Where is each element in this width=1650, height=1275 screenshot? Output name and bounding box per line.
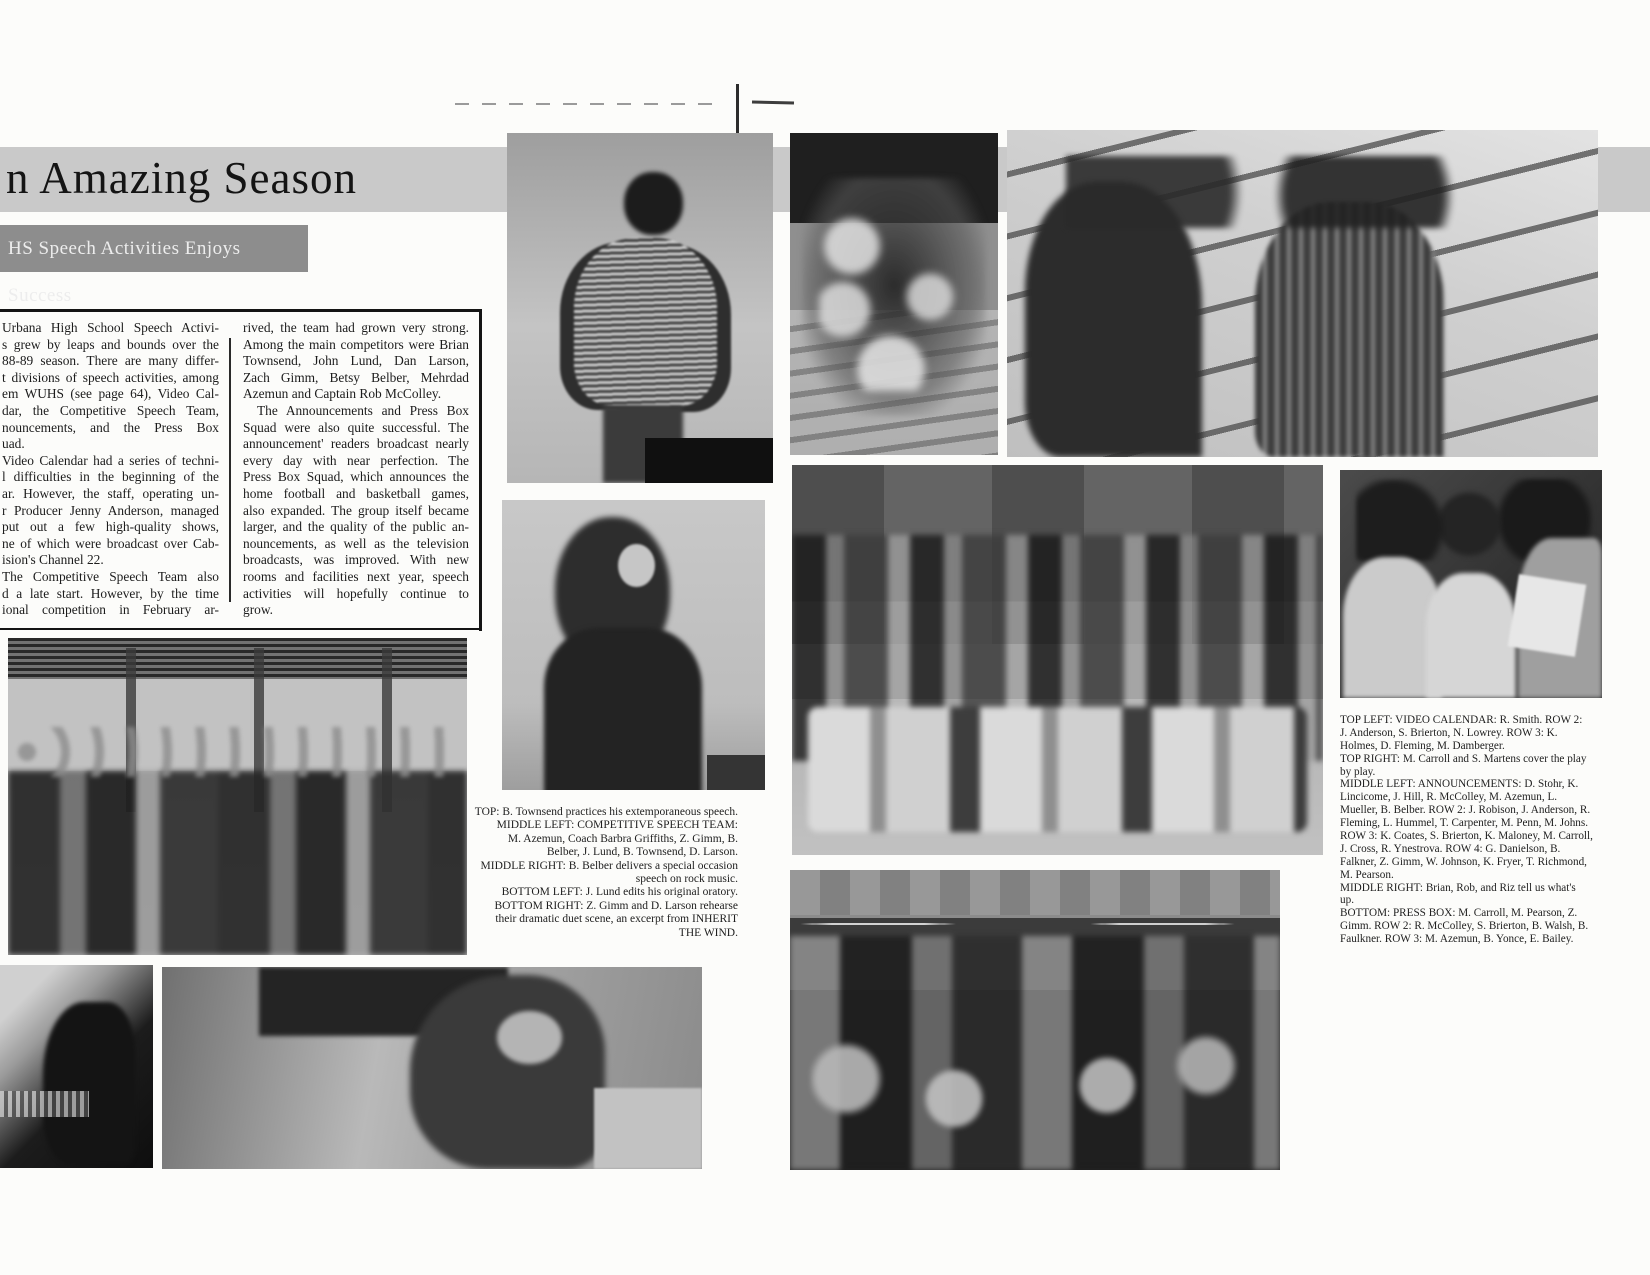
caption-line: speech on rock music. <box>635 872 738 885</box>
desk-shape <box>707 755 765 790</box>
caption-line: BOTTOM RIGHT: Z. Gimm and D. Larson rehearse <box>494 899 738 912</box>
article-line: Townsend, John Lund, Dan Larson, <box>243 353 469 369</box>
article-line: r Producer Jenny Anderson, managed <box>2 502 219 518</box>
caption-line: TOP: B. Townsend practices his extemporaneous speech. <box>474 806 738 818</box>
article-line: em WUHS (see page 64), Video Cal- <box>2 386 219 402</box>
ceiling-lights <box>790 918 1280 930</box>
caption-line: TOP LEFT: VIDEO CALENDAR: R. Smith. ROW 2: <box>1340 714 1583 726</box>
article-line: ne of which were broadcast over Cab- <box>2 535 219 551</box>
group-faces <box>810 1026 1261 1158</box>
photo-townsend-extemporaneous <box>507 133 773 483</box>
photo-brian-rob-riz <box>1340 470 1602 698</box>
caption-line: Faulkner. ROW 3: M. Azemun, B. Yonce, E. Bailey. <box>1340 933 1574 946</box>
article-line: t divisions of speech activities, among <box>2 369 219 385</box>
scan-artifact-stroke <box>752 100 794 104</box>
article-line: s grew by leaps and bounds over the <box>2 336 219 352</box>
figure-leaning <box>410 975 604 1169</box>
caption-line: Gimm. ROW 2: R. McColley, S. Brierton, B. Walsh, B. <box>1340 920 1589 933</box>
article-line: Zach Gimm, Betsy Belber, Mehrdad <box>243 369 469 385</box>
photo-play-by-play <box>1007 130 1598 457</box>
front-row-figures <box>808 707 1307 832</box>
brick-wall <box>790 870 1280 915</box>
caption-line: Lincicome, J. Hill, R. McColley, M. Azemun, L. <box>1340 791 1558 804</box>
scan-artifact-vertical-mark <box>736 84 739 134</box>
caption-block-left <box>448 806 738 940</box>
article-line: The Announcements and Press Box <box>257 402 469 418</box>
article-line: The Competitive Speech Team also <box>2 568 219 584</box>
figure-face <box>497 1011 562 1064</box>
article-line: grow. <box>243 602 273 618</box>
figure-head <box>624 172 683 235</box>
radiator-shape <box>0 1091 89 1117</box>
article-column-1 <box>2 320 219 619</box>
photo-announcements-group <box>792 465 1323 855</box>
group-heads <box>17 727 458 778</box>
article-line: broadcasts, was improved. With new <box>243 552 469 568</box>
caption-line: M. Pearson. <box>1340 868 1394 881</box>
article-line: put out a few high-quality shows, <box>2 519 219 535</box>
article-rule-top <box>0 309 481 312</box>
article-line: nouncements, as well as the television <box>243 535 469 551</box>
group-heads <box>1066 156 1480 228</box>
photo-press-box-group <box>790 870 1280 1170</box>
article-line: Urbana High School Speech Activi- <box>2 320 219 335</box>
caption-line: THE WIND. <box>678 926 738 939</box>
article-line: l difficulties in the beginning of the <box>2 469 219 485</box>
photo-gimm-larson-duet <box>162 967 702 1169</box>
caption-line: BOTTOM: PRESS BOX: M. Carroll, M. Pearson, Z. <box>1340 907 1578 920</box>
caption-line: BOTTOM LEFT: J. Lund edits his original oratory. <box>501 886 738 899</box>
article-line: ision's Channel 22. <box>2 552 104 568</box>
caption-line: their dramatic duet scene, an excerpt from INHERIT <box>495 913 738 926</box>
caption-line: M. Azemun, Coach Barbra Griffiths, Z. Gimm, B. <box>507 832 738 845</box>
article-line: Press Box Squad, which announces the <box>243 469 469 485</box>
caption-line: J. Cross, R. Ynestrova. ROW 4: G. Danielson, B. <box>1340 842 1561 855</box>
article-line: d a late start. However, by the time <box>2 585 219 601</box>
caption-line: up. <box>1340 894 1354 907</box>
figure-dark-sweater <box>544 628 702 790</box>
article-line: announcement' readers broadcast nearly <box>243 436 469 452</box>
figure-sweater <box>1426 573 1515 698</box>
scan-artifact-dashes <box>455 103 713 105</box>
caption-line: MIDDLE LEFT: COMPETITIVE SPEECH TEAM: <box>496 819 738 832</box>
caption-line: MIDDLE RIGHT: B. Belber delivers a special occasion <box>480 859 738 872</box>
article-line: rived, the team had grown very strong. <box>243 320 469 335</box>
article-line: ar. However, the staff, operating un- <box>2 485 219 501</box>
article-line: dar, the Competitive Speech Team, <box>2 402 219 418</box>
podium-shape <box>645 438 773 484</box>
photo-lund-editing <box>0 965 153 1168</box>
photo-video-calendar-group <box>790 133 998 455</box>
article-line: Among the main competitors were Brian <box>243 336 469 352</box>
article-line: ional competition in February ar- <box>2 602 219 618</box>
article-line: Video Calendar had a series of techni- <box>2 452 219 468</box>
article-line: every day with near perfection. The <box>243 452 469 468</box>
article-rule-bottom <box>0 628 481 630</box>
caption-line: Belber, J. Lund, B. Townsend, D. Larson. <box>546 846 738 859</box>
figure-striped-shirt <box>574 238 718 406</box>
photo-competitive-speech-team <box>8 638 467 955</box>
subtitle-text: HS Speech Activities Enjoys Success <box>8 238 241 306</box>
equipment-shape <box>594 1088 702 1169</box>
article-line: 88-89 season. There are many differ- <box>2 353 219 369</box>
article-line: also expanded. The group itself became <box>243 502 469 518</box>
article-line: rooms and facilities next year, speech <box>243 568 469 584</box>
article-line: larger, and the quality of the public an- <box>243 519 469 535</box>
figure-silhouette <box>43 1002 135 1164</box>
article-line: Azemun and Captain Rob McColley. <box>243 386 442 402</box>
article-line: activities will hopefully continue to <box>243 585 469 601</box>
article-rule-right <box>479 309 482 631</box>
subtitle-band <box>0 225 308 306</box>
light-shirts <box>819 210 969 390</box>
article-line: uad. <box>2 436 25 452</box>
caption-line: MIDDLE LEFT: ANNOUNCEMENTS: D. Stohr, K. <box>1340 778 1579 791</box>
caption-line: Mueller, B. Belber. ROW 2: J. Robison, J. Anderson, R. <box>1340 804 1591 817</box>
article-column-divider <box>229 338 231 602</box>
caption-line: Holmes, D. Fleming, M. Damberger. <box>1340 739 1505 752</box>
figure-face <box>618 544 655 588</box>
caption-line: by play. <box>1340 765 1376 778</box>
paper-sheet <box>1508 575 1587 658</box>
group-figures <box>8 771 467 955</box>
caption-line: J. Anderson, S. Brierton, N. Lowrey. ROW 3: K. <box>1340 726 1558 739</box>
caption-line: MIDDLE RIGHT: Brian, Rob, and Riz tell us what's <box>1340 881 1576 894</box>
caption-line: Falkner, Z. Gimm, W. Johnson, K. Fryer, T. Richmond, <box>1340 855 1587 868</box>
photo-belber-special-occasion <box>502 500 765 790</box>
caption-block-right <box>1340 714 1620 946</box>
figure-plaid-shirt <box>1255 202 1444 457</box>
article-line: nouncements, and the Press Box <box>2 419 219 435</box>
article-column-2 <box>243 320 469 619</box>
article-line: home football and basketball games, <box>243 485 469 501</box>
caption-line: ROW 3: K. Coates, S. Brierton, K. Maloney, M. Carroll, <box>1340 830 1593 843</box>
article-line: Squad were also quite successful. The <box>243 419 469 435</box>
page-title: n Amazing Season <box>6 153 357 203</box>
caption-line: TOP RIGHT: M. Carroll and S. Martens cover the play <box>1340 752 1587 765</box>
caption-line: Fleming, L. Hummel, T. Carpenter, M. Penn, M. Johns. <box>1340 817 1589 830</box>
